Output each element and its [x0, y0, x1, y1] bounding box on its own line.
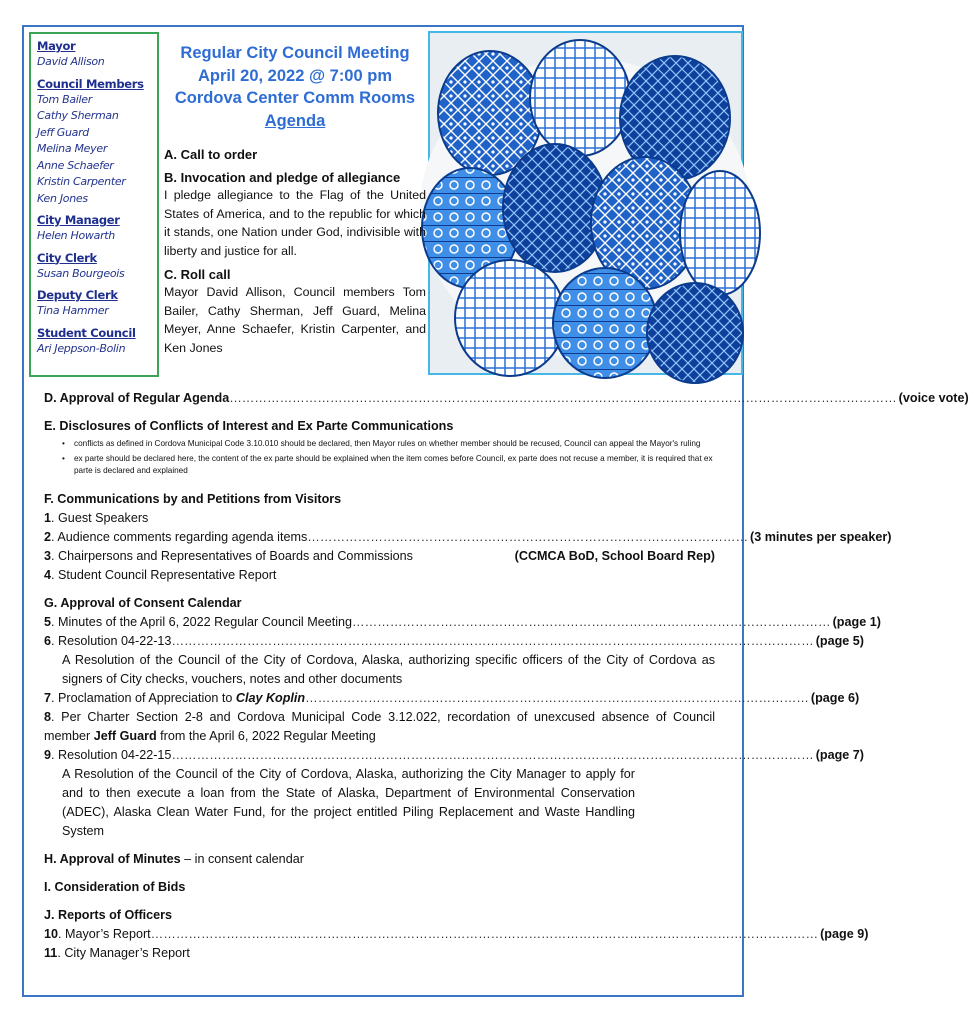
section-a-heading: A. Call to order: [164, 147, 258, 162]
roster-name: David Allison: [37, 55, 105, 68]
section-h-row: [44, 850, 715, 869]
disclosure-bullets: [62, 438, 715, 477]
section-c-heading: C. Roll call: [164, 267, 231, 282]
roster-section: [37, 326, 151, 358]
section-j-heading: J. Reports of Officers: [44, 908, 173, 922]
roster-role-title: Mayor: [37, 39, 76, 53]
agenda-heading: Agenda: [264, 111, 326, 130]
agenda-item: 7. Proclamation of Appreciation to Clay Koplin ………………………………………………………………………………………………………… (page 6): [44, 691, 860, 705]
agenda-item: 10. Mayor’s Report …………………………………………………………………………………………………………………………………………… (page 9): [44, 927, 869, 941]
roster-name: Anne Schaefer: [37, 158, 114, 172]
pledge-text: I pledge allegiance to the Flag of the United States of America, and to the republic for which it stands, one Nation under God, indivisible with liberty and justice for all.: [164, 188, 426, 258]
roster-role-title: Student Council: [37, 325, 136, 340]
opening-items: [164, 146, 426, 357]
roster-name: Helen Howarth: [37, 229, 115, 242]
roster-name: Ari Jeppson-Bolin: [37, 341, 126, 355]
roster-section: [37, 213, 151, 245]
agenda-item: 6. Resolution 04-22-13 ……………………………………………………………………………………………………………………………………… (page 5): [44, 634, 865, 648]
roster-section: [37, 39, 151, 71]
roster-name: Tina Hammer: [37, 304, 109, 317]
roster-name: Jeff Guard: [37, 125, 89, 139]
agenda-item: 5. Minutes of the April 6, 2022 Regular Council Meeting …………………………………………………………………………………………………… (page 1): [44, 615, 881, 629]
section-h-heading: H. Approval of Minutes: [44, 852, 181, 866]
agenda-item: 8. Per Charter Section 2-8 and Cordova Municipal Code 3.12.022, recordation of unexcused absence of Council member Jeff Guard from the April 6, 2022 Regular Meeting: [44, 710, 716, 743]
roster-section: [37, 251, 151, 283]
section-b-heading: B. Invocation and pledge of allegiance: [164, 170, 401, 185]
section-i-heading: I. Consideration of Bids: [44, 880, 186, 894]
roster-name: Melina Meyer: [37, 142, 108, 155]
meeting-location: Cordova Center Comm Rooms: [174, 89, 416, 107]
roster-name: Susan Bourgeois: [37, 266, 125, 280]
resolution-description: A Resolution of the Council of the City of Cordova, Alaska, authorizing specific officers of the City of Cordova as signers of City checks, vouchers, notes and other documents: [62, 653, 715, 686]
disclosure-bullet: • conflicts as defined in Cordova Municipal Code 3.10.010 should be declared, then Mayor rules on whether member should be recused, Council can appeal the Mayor's ruling: [62, 438, 715, 450]
section-g-heading: G. Approval of Consent Calendar: [44, 596, 242, 610]
eggs-illustration: [430, 33, 741, 373]
section-e-heading: E. Disclosures of Conflicts of Interest and Ex Parte Communications: [44, 419, 454, 433]
meeting-header: [160, 42, 430, 132]
roster-section: [37, 288, 151, 320]
disclosure-bullet: • ex parte should be declared here, the content of the ex parte should be explained when the item comes before Council, ex parte does not recuse a member, it is required that ex parte is declared and explained: [62, 453, 715, 477]
agenda-item: 1. Guest Speakers: [44, 511, 149, 525]
section-f-heading: F. Communications by and Petitions from Visitors: [44, 492, 342, 506]
section-d-heading: D. Approval of Regular Agenda: [44, 391, 230, 405]
roster-role-title: Deputy Clerk: [37, 288, 118, 302]
section-d-note: (voice vote): [898, 391, 969, 405]
section-d-row: [44, 389, 969, 408]
meeting-datetime: April 20, 2022 @ 7:00 pm: [197, 66, 392, 85]
roster-sidebar: [29, 32, 159, 377]
meeting-title: Regular City Council Meeting: [180, 44, 410, 62]
agenda-item: 2. Audience comments regarding agenda items …………………………………………………………………………………………… (3 minutes per speaker): [44, 530, 892, 544]
roster-name: Kristin Carpenter: [37, 175, 126, 188]
section-h-note: – in consent calendar: [184, 852, 304, 866]
agenda-item: 9. Resolution 04-22-15 ……………………………………………………………………………………………………………………………………… (page 7): [44, 748, 865, 762]
roll-call-text: Mayor David Allison, Council members Tom Bailer, Cathy Sherman, Jeff Guard, Melina Meyer, Anne Schaefer, Kristin Carpenter, and Ken Jones: [164, 285, 426, 355]
roster-name: Tom Bailer: [37, 92, 92, 106]
agenda-item: 11. City Manager’s Report: [44, 946, 190, 960]
resolution-description: A Resolution of the Council of the City of Cordova, Alaska, authorizing the City Manager to apply for and to then execute a loan from the State of Alaska, Department of Environmental Conservation (ADEC), Alaska Clean Water Fund, for the project entitled Piling Replacement and Waste Handling System: [62, 767, 635, 838]
roster-role-title: City Clerk: [37, 250, 97, 265]
agenda-item: 3. Chairpersons and Representatives of Boards and Commissions (CCMCA BoD, School Board Rep): [44, 549, 715, 563]
roster-name: Ken Jones: [37, 191, 88, 205]
roster-section: [37, 77, 151, 208]
agenda-body: [44, 389, 969, 963]
agenda-item: 4. Student Council Representative Report: [44, 568, 277, 582]
roster-role-title: Council Members: [37, 76, 144, 91]
roster-role-title: City Manager: [37, 213, 120, 227]
roster-name: Cathy Sherman: [37, 109, 119, 122]
eggs-photo: [428, 31, 743, 375]
leader-dots: ……………………………………………………………………………………………………………………………………………: [229, 391, 897, 405]
